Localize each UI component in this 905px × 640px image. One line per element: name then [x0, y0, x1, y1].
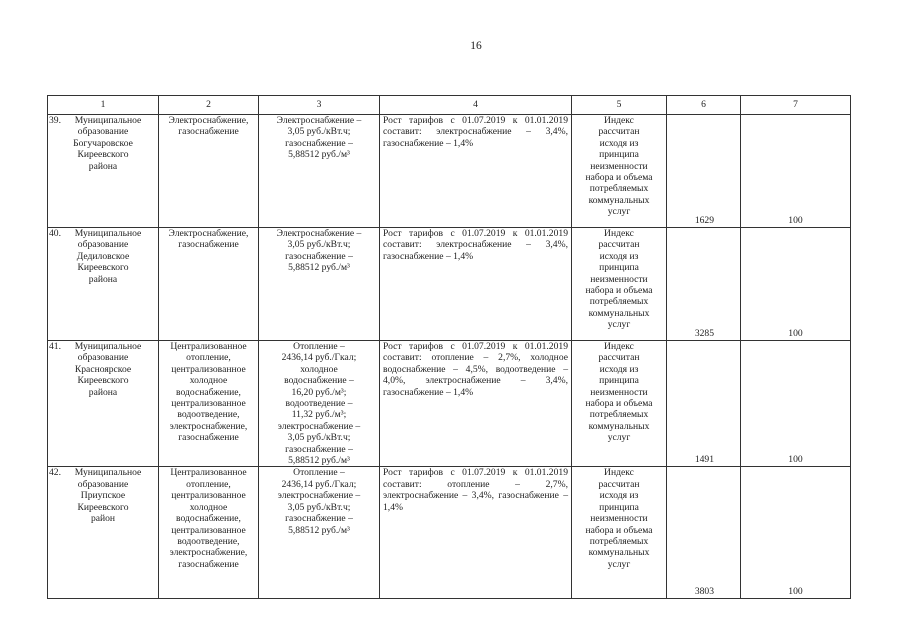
cell-line: образование	[77, 478, 129, 490]
cell-line: централизованное	[171, 490, 246, 502]
table-row	[48, 467, 851, 599]
cell-line: централизованное	[171, 398, 246, 410]
cell-line: потребляемых	[589, 535, 649, 547]
cell-line: Муниципальное	[74, 467, 142, 479]
cell-line: потребляемых	[589, 183, 649, 195]
cell-line: Централизованное	[170, 467, 247, 479]
services-cell	[159, 115, 259, 228]
cell-line: услуг	[607, 432, 631, 444]
cell-line: исходя из	[599, 490, 639, 502]
cell-line: набора и объема	[585, 285, 653, 297]
cell-line: 5,88512 руб./м³	[288, 524, 350, 536]
cell-line: Индекс	[604, 467, 634, 479]
cell-line: Отопление –	[293, 467, 345, 479]
tariffs-cell	[259, 341, 380, 467]
cell-line: Централизованное	[170, 341, 247, 352]
cell-line: потребляемых	[589, 296, 649, 308]
cell-line: Электроснабжение,	[168, 228, 249, 239]
cell-line: услуг	[607, 319, 631, 331]
cell-line: водоснабжение,	[176, 513, 241, 525]
municipality-cell	[48, 467, 159, 599]
cell-line: неизменности	[590, 513, 648, 525]
column-header: 4	[380, 96, 572, 115]
tariff-growth-cell: Рост тарифов с 01.07.2019 к 01.01.2019 составит: электроснабжение – 3,4%, газоснабжение – 1,4%	[380, 228, 572, 341]
cell-line: Киреевского	[77, 262, 129, 274]
column-header: 7	[741, 96, 851, 115]
cell-line: Электроснабжение –	[276, 115, 362, 126]
cell-line: неизменности	[590, 386, 648, 398]
cell-line: газоснабжение	[178, 432, 239, 444]
row-number: 42.	[49, 467, 61, 479]
cell-line: Муниципальное	[74, 341, 142, 352]
column-header: 2	[159, 96, 259, 115]
cell-line: Электроснабжение –	[276, 228, 362, 239]
cell-line: район	[90, 513, 116, 525]
cell-line: 3,05 руб./кВт.ч;	[287, 126, 351, 138]
cell-line: 2436,14 руб./Гкал;	[281, 352, 357, 364]
cell-line: принципа	[599, 375, 639, 387]
services-cell	[159, 467, 259, 599]
cell-line: электроснабжение,	[169, 420, 248, 432]
cell-line: рассчитан	[598, 478, 640, 490]
cell-line: электроснабжение –	[277, 420, 361, 432]
cell-line: исходя из	[599, 137, 639, 149]
cell-line: 11,32 руб./м³;	[291, 409, 347, 421]
cell-line: холодное	[300, 363, 338, 375]
cell-line: отопление,	[186, 478, 231, 490]
header-row	[48, 96, 851, 115]
index-note-cell	[572, 228, 667, 341]
municipality-cell	[48, 228, 159, 341]
row-number: 41.	[49, 341, 61, 352]
services-cell	[159, 228, 259, 341]
cell-line: Индекс	[604, 115, 634, 126]
cell-line: 3,05 руб./кВт.ч;	[287, 501, 351, 513]
cell-line: услуг	[607, 206, 631, 218]
cell-line: централизованное	[171, 524, 246, 536]
cell-line: Киреевского	[77, 501, 129, 513]
cell-line: 16,20 руб./м³;	[291, 386, 347, 398]
table-row	[48, 228, 851, 341]
value-cell-6: 1491	[667, 341, 741, 467]
index-note-cell	[572, 115, 667, 228]
table-row	[48, 341, 851, 467]
cell-line: газоснабжение	[178, 558, 239, 570]
cell-line: коммунальных	[588, 547, 650, 559]
cell-line: 5,88512 руб./м³	[288, 262, 350, 274]
cell-line: холодное	[189, 375, 228, 387]
tariff-growth-cell: Рост тарифов с 01.07.2019 к 01.01.2019 составит: электроснабжение – 3,4%, газоснабжение – 1,4%	[380, 115, 572, 228]
cell-line: водоснабжение,	[176, 386, 241, 398]
cell-line: 2436,14 руб./Гкал;	[281, 478, 357, 490]
cell-line: набора и объема	[585, 524, 653, 536]
cell-line: рассчитан	[598, 239, 640, 251]
cell-line: газоснабжение –	[285, 137, 353, 149]
cell-line: 3,05 руб./кВт.ч;	[287, 432, 351, 444]
value-cell-7: 100	[741, 341, 851, 467]
table-row	[48, 115, 851, 228]
column-header: 3	[259, 96, 380, 115]
cell-line: Дедиловское	[76, 250, 130, 262]
municipality-cell	[48, 115, 159, 228]
cell-line: исходя из	[599, 363, 639, 375]
cell-line: 3,05 руб./кВт.ч;	[287, 239, 351, 251]
cell-line: рассчитан	[598, 126, 640, 138]
value-cell-6: 3285	[667, 228, 741, 341]
cell-line: Индекс	[604, 341, 634, 352]
municipality-cell	[48, 341, 159, 467]
value-cell-6: 1629	[667, 115, 741, 228]
page-number: 16	[470, 40, 482, 52]
cell-line: рассчитан	[598, 352, 640, 364]
cell-line: неизменности	[590, 273, 648, 285]
cell-line: потребляемых	[589, 409, 649, 421]
cell-line: Муниципальное	[74, 115, 142, 126]
cell-line: водоотведение –	[285, 398, 353, 410]
cell-line: электроснабжение,	[169, 547, 248, 559]
cell-line: газоснабжение –	[285, 443, 353, 455]
tariffs-cell	[259, 467, 380, 599]
cell-line: газоснабжение	[178, 239, 239, 251]
cell-line: коммунальных	[588, 194, 650, 206]
cell-line: холодное	[189, 501, 228, 513]
cell-line: водоотведение,	[177, 409, 240, 421]
cell-line: Индекс	[604, 228, 634, 239]
tariff-growth-cell: Рост тарифов с 01.07.2019 к 01.01.2019 составит: отопление – 2,7%, электроснабжение – 3,4%, газоснабжение – 1,4%	[380, 467, 572, 599]
cell-line: исходя из	[599, 250, 639, 262]
cell-line: газоснабжение –	[285, 250, 353, 262]
index-note-cell	[572, 467, 667, 599]
cell-line: Приупское	[80, 490, 126, 502]
value-cell-6: 3803	[667, 467, 741, 599]
cell-line: услуг	[607, 558, 631, 570]
value-cell-7: 100	[741, 228, 851, 341]
value-cell-7: 100	[741, 115, 851, 228]
cell-line: коммунальных	[588, 420, 650, 432]
column-header: 6	[667, 96, 741, 115]
tariffs-cell	[259, 228, 380, 341]
cell-line: 5,88512 руб./м³	[288, 149, 350, 161]
cell-line: отопление,	[186, 352, 231, 364]
cell-line: набора и объема	[585, 398, 653, 410]
cell-line: Электроснабжение,	[168, 115, 249, 126]
cell-line: электроснабжение –	[277, 490, 361, 502]
cell-line: Отопление –	[293, 341, 345, 352]
cell-line: водоотведение,	[177, 535, 240, 547]
cell-line: образование	[77, 126, 129, 138]
cell-line: Киреевского	[77, 375, 129, 387]
cell-line: района	[88, 160, 118, 172]
services-cell	[159, 341, 259, 467]
cell-line: принципа	[599, 501, 639, 513]
cell-line: образование	[77, 239, 129, 251]
cell-line: принципа	[599, 262, 639, 274]
cell-line: водоснабжение –	[284, 375, 354, 387]
cell-line: Муниципальное	[74, 228, 142, 239]
cell-line: Красноярское	[74, 363, 132, 375]
cell-line: неизменности	[590, 160, 648, 172]
cell-line: района	[88, 386, 118, 398]
column-header: 5	[572, 96, 667, 115]
index-note-cell	[572, 341, 667, 467]
cell-line: набора и объема	[585, 172, 653, 184]
cell-line: Богучаровское	[73, 137, 133, 149]
row-number: 40.	[49, 228, 61, 239]
cell-line: газоснабжение	[178, 126, 239, 138]
column-header: 1	[48, 96, 159, 115]
tariff-table	[47, 95, 851, 599]
tariff-growth-cell: Рост тарифов с 01.07.2019 к 01.01.2019 составит: отопление – 2,7%, холодное водоснабжение – 4,5%, водоотведение – 4,0%, электроснабжение – 3,4%, газоснабжение – 1,4%	[380, 341, 572, 467]
value-cell-7: 100	[741, 467, 851, 599]
cell-line: газоснабжение –	[285, 513, 353, 525]
cell-line: централизованное	[171, 363, 246, 375]
cell-line: 5,88512 руб./м³	[288, 455, 350, 467]
cell-line: Киреевского	[77, 149, 129, 161]
cell-line: принципа	[599, 149, 639, 161]
cell-line: коммунальных	[588, 307, 650, 319]
tariffs-cell	[259, 115, 380, 228]
cell-line: района	[88, 273, 118, 285]
cell-line: образование	[77, 352, 129, 364]
row-number: 39.	[49, 115, 61, 126]
